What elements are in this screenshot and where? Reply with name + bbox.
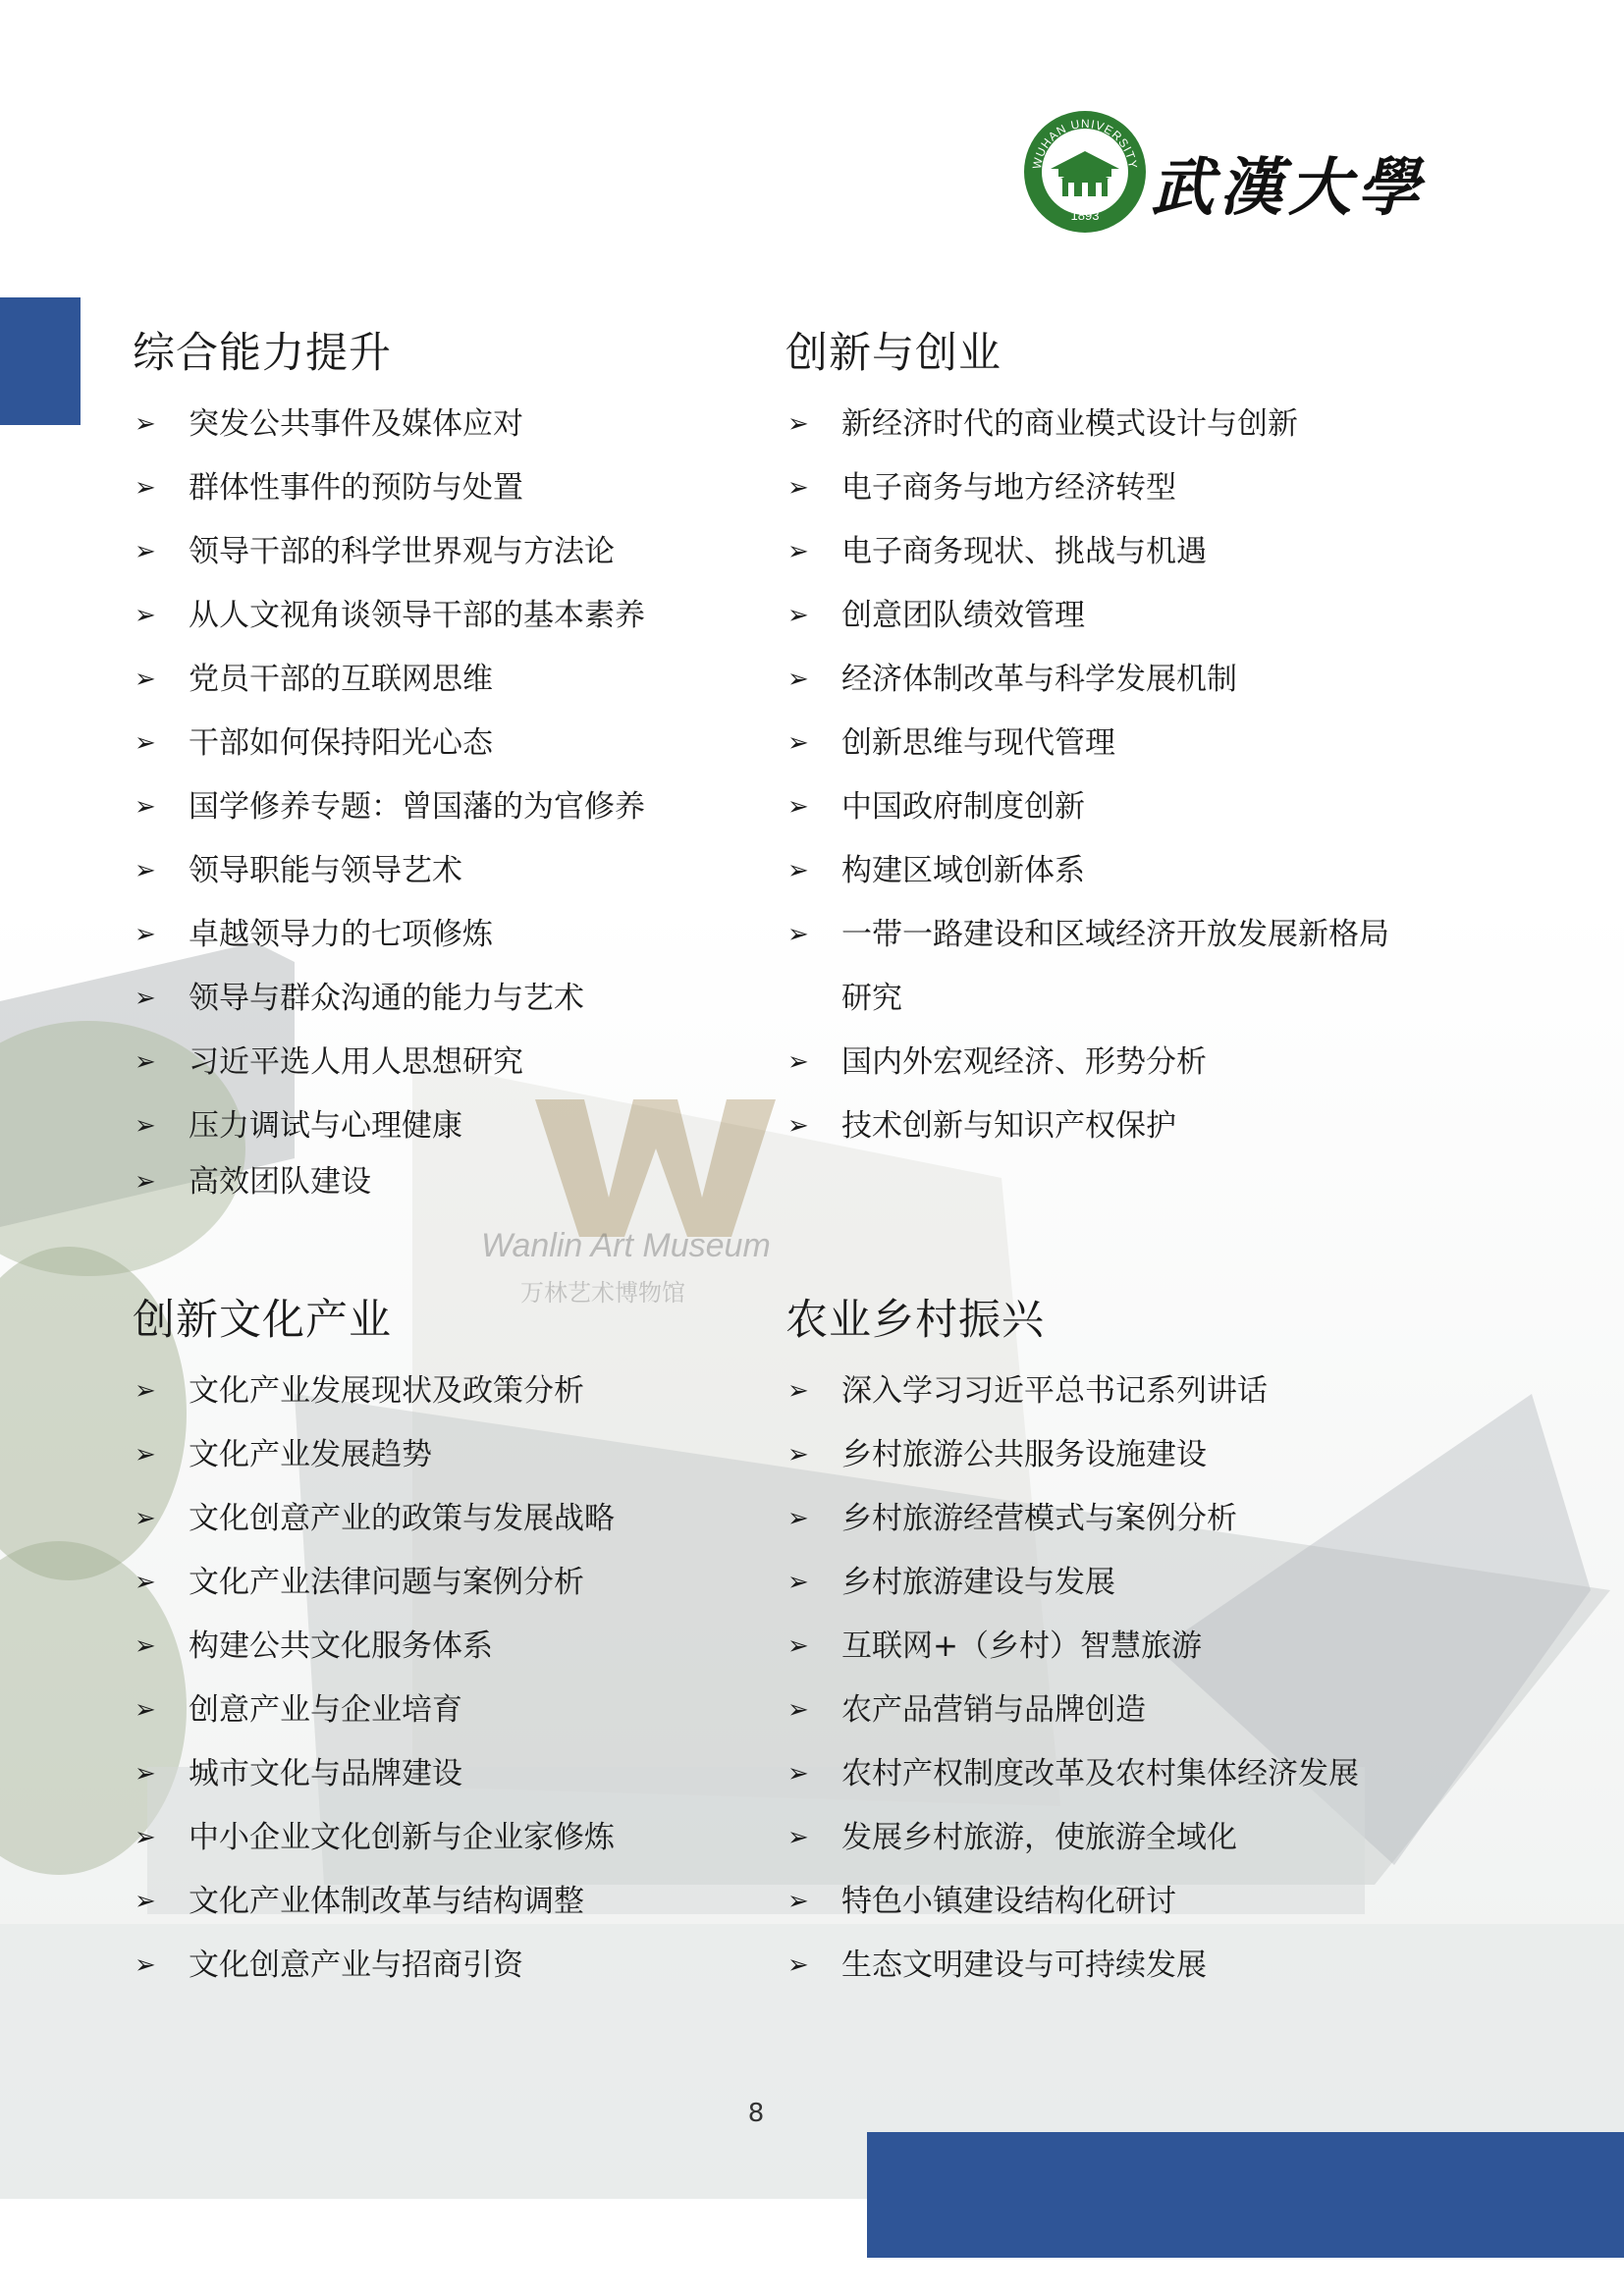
arrow-bullet-icon: ➢ [135,1759,156,1789]
list-item: ➢ 创意团队绩效管理 [785,584,1414,648]
list-item: ➢ 中国政府制度创新 [785,775,1414,839]
arrow-bullet-icon: ➢ [135,792,156,822]
arrow-bullet-icon: ➢ [135,1695,156,1725]
list-item: ➢ 国学修养专题：曾国藩的为官修养 [133,775,741,839]
arrow-bullet-icon: ➢ [787,665,809,694]
top-left-accent-bar [0,297,81,425]
list-item: ➢ 农村产权制度改革及农村集体经济发展 [785,1742,1414,1806]
arrow-bullet-icon: ➢ [135,409,156,439]
arrow-bullet-icon: ➢ [135,1111,156,1141]
arrow-bullet-icon: ➢ [787,1440,809,1469]
list-item: ➢ 创新思维与现代管理 [785,712,1414,775]
section-title: 创新与创业 [785,329,1001,378]
arrow-bullet-icon: ➢ [787,1631,809,1661]
svg-text:WUHAN UNIVERSITY: WUHAN UNIVERSITY [1029,116,1141,171]
list-item: ➢ 乡村旅游经营模式与案例分析 [785,1487,1414,1551]
arrow-bullet-icon: ➢ [787,792,809,822]
university-emblem-icon [1021,108,1149,236]
section-title: 农业乡村振兴 [785,1296,1045,1345]
list-item: ➢ 文化产业体制改革与结构调整 [133,1870,761,1934]
arrow-bullet-icon: ➢ [787,1823,809,1852]
section-title: 综合能力提升 [133,329,392,378]
list-item: ➢ 文化创意产业与招商引资 [133,1934,761,1998]
list-item: ➢ 中小企业文化创新与企业家修炼 [133,1806,761,1870]
list-item: ➢ 技术创新与知识产权保护 [785,1095,1414,1158]
list-item: ➢ 文化产业发展现状及政策分析 [133,1360,761,1423]
list-item: ➢ 文化产业发展趋势 [133,1423,761,1487]
course-list [133,1360,761,1998]
course-list [133,393,741,1205]
arrow-bullet-icon: ➢ [787,1759,809,1789]
section-comprehensive-ability [133,324,741,1205]
arrow-bullet-icon: ➢ [787,1111,809,1141]
arrow-bullet-icon: ➢ [135,1631,156,1661]
arrow-bullet-icon: ➢ [787,1950,809,1980]
page-number: 8 [747,2099,765,2128]
list-item: ➢ 乡村旅游建设与发展 [785,1551,1414,1615]
list-item: ➢ 群体性事件的预防与处置 [133,456,741,520]
list-item: ➢ 构建公共文化服务体系 [133,1615,761,1679]
list-item: ➢ 乡村旅游公共服务设施建设 [785,1423,1414,1487]
arrow-bullet-icon: ➢ [135,984,156,1013]
list-item: ➢ 深入学习习近平总书记系列讲话 [785,1360,1414,1423]
section-cultural-industry [133,1291,761,1998]
list-item: ➢ 新经济时代的商业模式设计与创新 [785,393,1414,456]
arrow-bullet-icon: ➢ [787,473,809,503]
arrow-bullet-icon: ➢ [135,473,156,503]
course-list [785,1360,1414,1998]
arrow-bullet-icon: ➢ [135,728,156,758]
arrow-bullet-icon: ➢ [787,1695,809,1725]
list-item: ➢ 党员干部的互联网思维 [133,648,741,712]
list-item: ➢ 领导职能与领导艺术 [133,839,741,903]
list-item: ➢ 互联网+（乡村）智慧旅游 [785,1615,1414,1679]
arrow-bullet-icon: ➢ [135,920,156,949]
arrow-bullet-icon: ➢ [135,601,156,630]
section-title: 创新文化产业 [133,1296,392,1345]
arrow-bullet-icon: ➢ [135,856,156,885]
arrow-bullet-icon: ➢ [787,1376,809,1406]
arrow-bullet-icon: ➢ [787,1568,809,1597]
arrow-bullet-icon: ➢ [135,1504,156,1533]
list-item: ➢ 发展乡村旅游，使旅游全域化 [785,1806,1414,1870]
arrow-bullet-icon: ➢ [787,920,809,949]
arrow-bullet-icon: ➢ [135,1376,156,1406]
arrow-bullet-icon: ➢ [787,728,809,758]
list-item: ➢ 文化创意产业的政策与发展战略 [133,1487,761,1551]
list-item: ➢ 农产品营销与品牌创造 [785,1679,1414,1742]
arrow-bullet-icon: ➢ [135,1568,156,1597]
wuhan-university-logo [1021,108,1426,236]
section-rural-revitalization [785,1291,1414,1998]
svg-text:万林艺术博物馆: 万林艺术博物馆 [520,1280,685,1307]
section-innovation-entrepreneurship [785,324,1414,1158]
list-item: ➢ 一带一路建设和区域经济开放发展新格局研究 [785,903,1414,1031]
arrow-bullet-icon: ➢ [787,1047,809,1077]
list-item: ➢ 干部如何保持阳光心态 [133,712,741,775]
arrow-bullet-icon: ➢ [787,601,809,630]
university-name-calligraphy: 武漢大學 [1151,151,1426,225]
arrow-bullet-icon: ➢ [787,1887,809,1916]
list-item: ➢ 习近平选人用人思想研究 [133,1031,741,1095]
svg-text:Wanlin Art Museum: Wanlin Art Museum [481,1227,771,1264]
list-item: ➢ 领导与群众沟通的能力与艺术 [133,967,741,1031]
list-item: ➢ 卓越领导力的七项修炼 [133,903,741,967]
arrow-bullet-icon: ➢ [135,1167,156,1197]
list-item: ➢ 国内外宏观经济、形势分析 [785,1031,1414,1095]
arrow-bullet-icon: ➢ [135,1047,156,1077]
arrow-bullet-icon: ➢ [135,1440,156,1469]
list-item: ➢ 构建区域创新体系 [785,839,1414,903]
arrow-bullet-icon: ➢ [787,537,809,566]
list-item: ➢ 创意产业与企业培育 [133,1679,761,1742]
list-item: ➢ 文化产业法律问题与案例分析 [133,1551,761,1615]
list-item: ➢ 从人文视角谈领导干部的基本素养 [133,584,741,648]
arrow-bullet-icon: ➢ [135,1950,156,1980]
list-item: ➢ 经济体制改革与科学发展机制 [785,648,1414,712]
list-item: ➢ 突发公共事件及媒体应对 [133,393,741,456]
arrow-bullet-icon: ➢ [787,409,809,439]
list-item: ➢ 特色小镇建设结构化研讨 [785,1870,1414,1934]
bottom-right-accent-bar [867,2132,1624,2258]
svg-text:1893: 1893 [1070,208,1100,223]
list-item: ➢ 城市文化与品牌建设 [133,1742,761,1806]
list-item: ➢ 电子商务现状、挑战与机遇 [785,520,1414,584]
arrow-bullet-icon: ➢ [787,856,809,885]
arrow-bullet-icon: ➢ [135,537,156,566]
arrow-bullet-icon: ➢ [135,1887,156,1916]
list-item: ➢ 电子商务与地方经济转型 [785,456,1414,520]
arrow-bullet-icon: ➢ [787,1504,809,1533]
arrow-bullet-icon: ➢ [135,665,156,694]
list-item: ➢ 压力调试与心理健康 [133,1095,741,1158]
list-item: ➢ 领导干部的科学世界观与方法论 [133,520,741,584]
list-item: ➢ 生态文明建设与可持续发展 [785,1934,1414,1998]
list-item: ➢ 高效团队建设 [133,1158,741,1205]
course-list [785,393,1414,1158]
arrow-bullet-icon: ➢ [135,1823,156,1852]
